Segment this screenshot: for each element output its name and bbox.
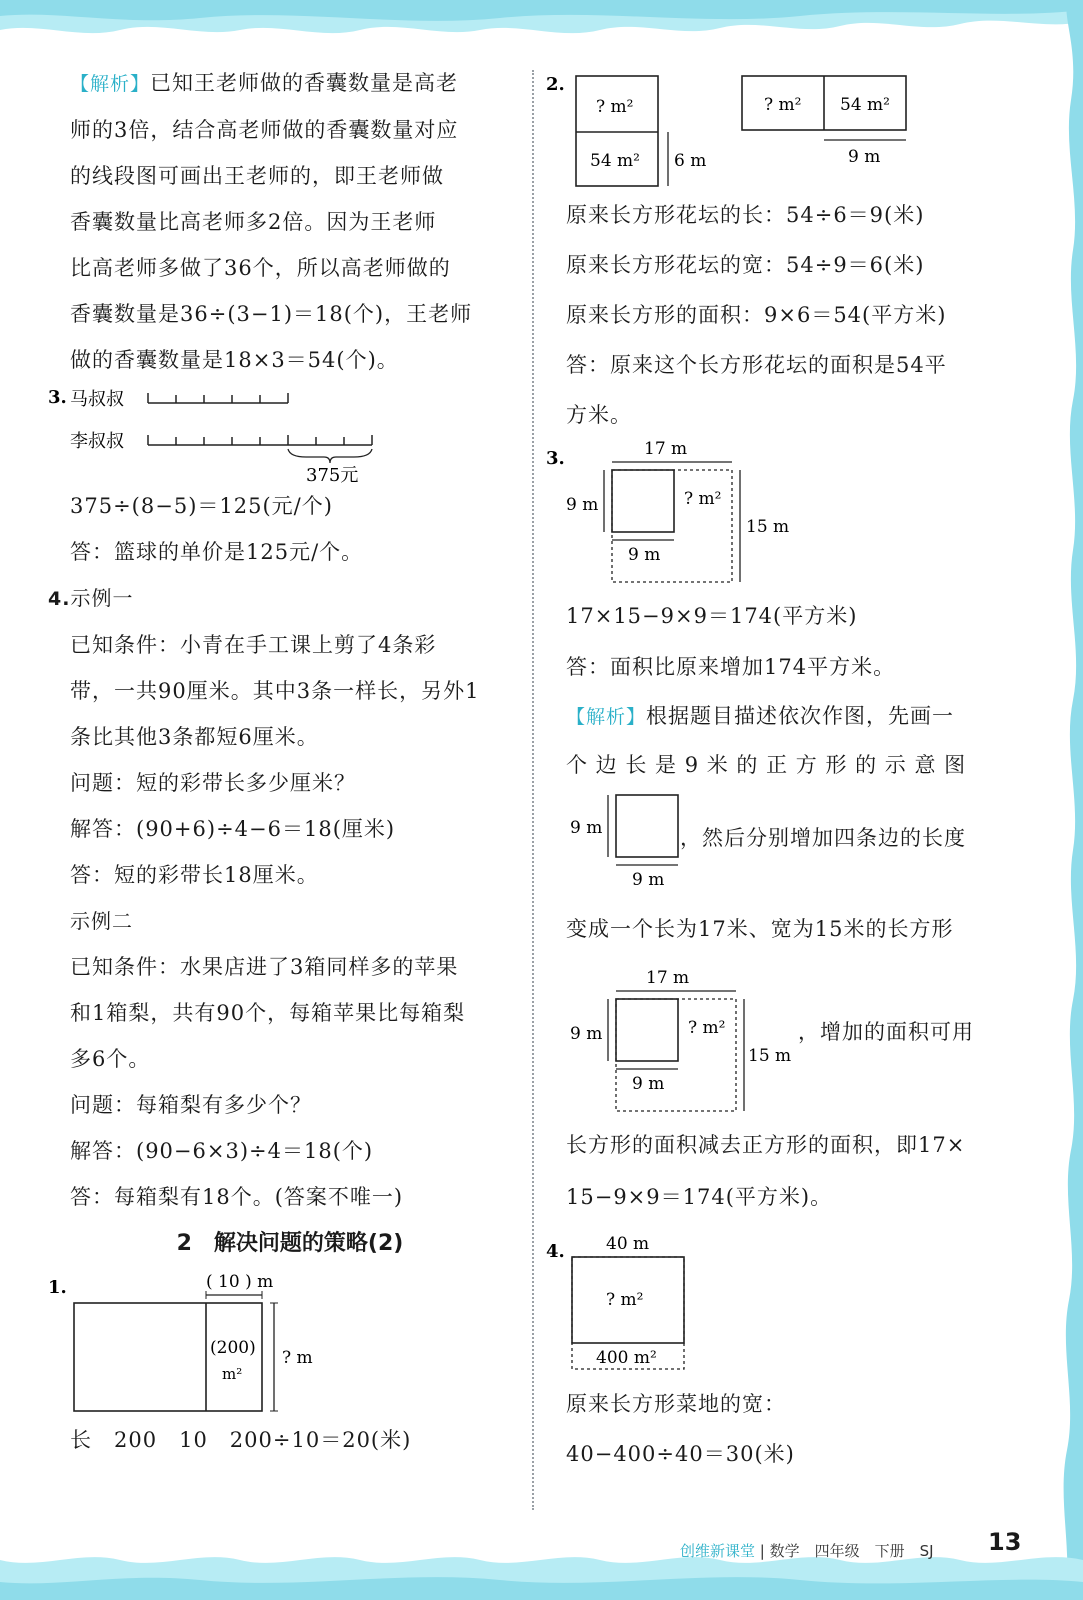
question-number: 4. bbox=[546, 1241, 565, 1262]
text-line: 解答：(90−6×3)÷4＝18(个) bbox=[70, 1139, 374, 1163]
label-ma: 马叔叔 bbox=[70, 389, 124, 410]
label: 17 m bbox=[644, 440, 688, 459]
label: ? m² bbox=[596, 97, 634, 117]
segment-li bbox=[148, 435, 372, 445]
brace bbox=[288, 449, 372, 463]
text-line: 条比其他3条都短6厘米。 bbox=[70, 725, 319, 749]
label: 9 m bbox=[570, 1024, 603, 1044]
text-line: 个 边 长 是 9 米 的 正 方 形 的 示 意 图 bbox=[566, 753, 967, 777]
brace-label: 375元 bbox=[306, 465, 359, 483]
text-line: 问题：短的彩带长多少厘米？ bbox=[70, 771, 356, 795]
text-line: 问题：每箱梨有多少个？ bbox=[70, 1093, 312, 1117]
text-line: 40−400÷40＝30(米) bbox=[566, 1442, 795, 1466]
label: 15 m bbox=[746, 517, 790, 537]
text-line: 答：篮球的单价是125元/个。 bbox=[70, 540, 364, 564]
text-line: 已知条件：水果店进了3箱同样多的苹果 bbox=[70, 955, 459, 979]
label: 15 m bbox=[748, 1046, 792, 1066]
footer bbox=[680, 1540, 934, 1561]
column-divider bbox=[532, 70, 534, 1510]
label: 400 m² bbox=[596, 1348, 657, 1368]
text-line: 解答：(90+6)÷4−6＝18(厘米) bbox=[70, 817, 396, 841]
label: ? m² bbox=[684, 489, 722, 509]
label: 9 m bbox=[566, 495, 599, 515]
text-line: 长方形的面积减去正方形的面积，即17× bbox=[566, 1133, 966, 1157]
label: 54 m² bbox=[590, 151, 640, 171]
rect-sketch-row bbox=[566, 969, 1016, 1119]
label-li: 李叔叔 bbox=[70, 431, 124, 452]
page-number: 13 bbox=[988, 1528, 1022, 1556]
text-line: 答：每箱梨有18个。(答案不唯一) bbox=[70, 1185, 404, 1209]
label: ? m² bbox=[764, 95, 802, 115]
right-wave-border bbox=[1043, 0, 1083, 1600]
text-line: 原来长方形花坛的长：54÷6＝9(米) bbox=[566, 203, 925, 227]
text-line: 15−9×9＝174(平方米)。 bbox=[566, 1185, 833, 1209]
analysis-tag: 【解析】 bbox=[70, 73, 151, 95]
text-line: 375÷(8−5)＝125(元/个) bbox=[70, 494, 333, 518]
text-line: 答：面积比原来增加174平方米。 bbox=[566, 655, 896, 679]
text-line: 师的3倍，结合高老师做的香囊数量对应 bbox=[70, 118, 459, 142]
section-title: 2 解决问题的策略(2) bbox=[176, 1231, 404, 1256]
text-line: 原来长方形的面积：9×6＝54(平方米) bbox=[566, 303, 947, 327]
text-line: 答：短的彩带长18厘米。 bbox=[70, 863, 319, 887]
q2-diagrams bbox=[546, 60, 1006, 190]
text-line: 香囊数量比高老师多2倍。因为王老师 bbox=[70, 210, 437, 234]
top-label: ( 10 ) m bbox=[206, 1272, 274, 1292]
label: 9 m bbox=[632, 1074, 665, 1094]
inner-unit: m² bbox=[222, 1365, 243, 1383]
q4-diagram bbox=[546, 1229, 846, 1379]
analysis-paragraph: 【解析】根据题目描述依次作图，先画一 bbox=[566, 704, 955, 728]
q3-diagram bbox=[546, 440, 1006, 590]
right-column bbox=[546, 60, 1016, 1479]
side-label: ? m bbox=[282, 1348, 313, 1368]
label: 9 m bbox=[570, 818, 603, 838]
top-wave-border bbox=[0, 0, 1083, 48]
text-line: 比高老师多做了36个，所以高老师做的 bbox=[70, 256, 451, 280]
text-line: 17×15−9×9＝174(平方米) bbox=[566, 604, 858, 628]
question-number: 1. bbox=[48, 1277, 67, 1298]
text-line: ，然后分别增加四条边的长度 bbox=[680, 826, 966, 850]
text-line: 长 200 10 200÷10＝20(米) bbox=[70, 1428, 412, 1452]
analysis-tag: 【解析】 bbox=[566, 706, 647, 728]
question-number: 2. bbox=[546, 74, 565, 95]
text-line: ，增加的面积可用 bbox=[798, 1020, 974, 1044]
footer-brand: 创维新课堂 bbox=[680, 1542, 756, 1560]
question-number: 3. bbox=[48, 387, 67, 408]
label: 9 m bbox=[848, 147, 881, 167]
segment-diagram bbox=[48, 383, 488, 483]
footer-text: | 数学 四年级 下册 SJ bbox=[759, 1542, 934, 1560]
text-line: 和1箱梨，共有90个，每箱苹果比每箱梨 bbox=[70, 1001, 466, 1025]
analysis-paragraph: 【解析】已知王老师做的香囊数量是高老 bbox=[70, 71, 459, 95]
text-line: 做的香囊数量是18×3＝54(个)。 bbox=[70, 348, 399, 372]
label: ? m² bbox=[688, 1018, 726, 1038]
label: 6 m bbox=[674, 151, 707, 171]
text-line: 方米。 bbox=[566, 403, 632, 427]
label: 17 m bbox=[646, 969, 690, 988]
text-line: 多6个。 bbox=[70, 1047, 151, 1071]
inner-label: (200) bbox=[210, 1338, 256, 1358]
text-line: 的线段图可画出王老师的，即王老师做 bbox=[70, 164, 444, 188]
label: 9 m bbox=[628, 545, 661, 565]
text-line: 答：原来这个长方形花坛的面积是54平 bbox=[566, 353, 947, 377]
label: 54 m² bbox=[840, 95, 890, 115]
square-sketch-row bbox=[566, 789, 1016, 889]
text-line: 原来长方形花坛的宽：54÷9＝6(米) bbox=[566, 253, 925, 277]
label: 9 m bbox=[632, 870, 665, 889]
text-line: 已知条件：小青在手工课上剪了4条彩 bbox=[70, 633, 437, 657]
label: ? m² bbox=[606, 1290, 644, 1310]
question-number: 3. bbox=[546, 448, 565, 469]
text-line: 香囊数量是36÷(3−1)＝18(个)，王老师 bbox=[70, 302, 473, 326]
example-header: 4.示例一 bbox=[48, 586, 134, 610]
left-column bbox=[48, 60, 510, 1463]
label: 40 m bbox=[606, 1234, 650, 1254]
rectangle-diagram bbox=[48, 1267, 508, 1417]
rect-sketch bbox=[546, 969, 806, 1119]
example-header: 示例二 bbox=[70, 909, 133, 933]
text-line: 原来长方形菜地的宽： bbox=[566, 1392, 786, 1416]
segment-ma bbox=[148, 393, 288, 403]
text-line: 带，一共90厘米。其中3条一样长，另外1 bbox=[70, 679, 480, 703]
text-line: 变成一个长为17米、宽为15米的长方形 bbox=[566, 917, 954, 941]
